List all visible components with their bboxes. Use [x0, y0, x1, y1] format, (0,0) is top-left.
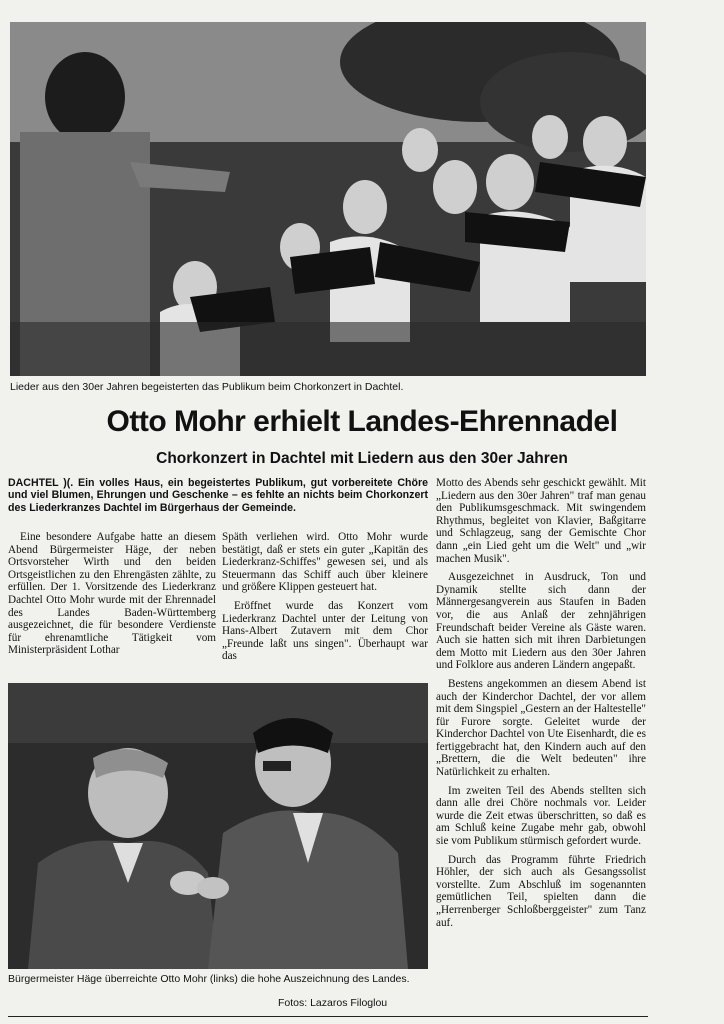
column-3-paragraph: Bestens angekommen an diesem Abend ist auch der Kinderchor Dachtel, der vor allem mit dem Singspiel „Gestern an der Haltestelle" für Furore sorgte. Geleitet wurde der Kinderchor Dachtel von Ute Eisenhardt, die es fertiggebracht hat, den Kindern auch auf den „Brettern, die die Welt bedeuten" ihre Natürlichkeit zu erhalten.	[436, 677, 646, 779]
bottom-rule	[8, 1016, 648, 1017]
column-3	[436, 477, 646, 935]
choir-photo-image	[10, 22, 646, 376]
column-3-paragraph: Im zweiten Teil des Abends stellten sich dann alle drei Chöre nochmals vor. Leider wurde die Zeit etwas überschritten, so daß es am Schluß keine Zugabe mehr gab, obwohl sie vom Publikum stürmisch gefordert wurde.	[436, 784, 646, 848]
bottom-photo-caption: Bürgermeister Häge überreichte Otto Mohr (links) die hohe Auszeichnung des Landes.	[8, 973, 410, 985]
column-3-paragraph: Motto des Abends sehr geschickt gewählt. Mit „Liedern aus den 30er Jahren" traf man genau den Publikumsgeschmack. Mit swingendem Rhythmus, begleitet von Klavier, Baßgitarre und Schlagzeug, sang der Gemischte Chor dann „ein Lied geht um die Welt" und „wir machen Musik".	[436, 477, 646, 565]
choir-photo	[10, 22, 646, 376]
article-lead: DACHTEL )(. Ein volles Haus, ein begeistertes Publikum, gut vorbereitete Chöre und viel Blumen, Ehrungen und Geschenke – es fehlte an nichts beim Chorkonzert des Liederkranzes Dachtel im Bürgerhaus der Gemeinde.	[8, 477, 428, 514]
top-photo-caption: Lieder aus den 30er Jahren begeisterten das Publikum beim Chorkonzert in Dachtel.	[10, 381, 404, 393]
article-subheadline: Chorkonzert in Dachtel mit Liedern aus den 30er Jahren	[156, 450, 568, 467]
photo-credit: Fotos: Lazaros Filoglou	[278, 997, 388, 1009]
column-1	[8, 531, 216, 663]
column-2-paragraph: Späth verliehen wird. Otto Mohr wurde bestätigt, daß er stets ein guter „Kapitän des Liederkranz-Schiffes" gewesen sei, und als Steuermann das Schiff auch über kleinere und größere Klippen gesteuert hat.	[222, 531, 428, 594]
column-3-paragraph: Ausgezeichnet in Ausdruck, Ton und Dynamik stellte sich dann der Männergesangverein aus Staufen in Baden vor, die aus Anlaß der zehnjährigen Freundschaft beider Vereine als Gäste waren. Auch sie hatten sich mit ihren Darbietungen dem Motto mit Liedern aus den 30er Jahren und Folklore aus anderen Ländern angepaßt.	[436, 571, 646, 672]
column-1-paragraph: Eine besondere Aufgabe hatte an diesem Abend Bürgermeister Häge, der neben Ortsvorsteher Wirth und den beiden Ortsgeistlichen zu den Ehrengästen zählte, zu erfüllen. Der 1. Vorsitzende des Liederkranz Dachtel Otto Mohr wurde mit der Ehrennadel des Landes Baden-Württemberg ausgezeichnet, die für besondere Verdienste für ehrenamtliche Tätigkeit vom Ministerpräsident Lothar	[8, 531, 216, 657]
column-3-paragraph: Durch das Programm führte Friedrich Höhler, der sich auch als Gesangssolist vorstellte. Zum Abschluß im sogenannten gemütlichen Teil, spielten dann die „Herrenberger Schloßberggeister" zum Tanz auf.	[436, 853, 646, 929]
column-2	[222, 531, 428, 669]
award-photo	[8, 683, 428, 969]
article-headline: Otto Mohr erhielt Landes-Ehrennadel	[106, 405, 618, 438]
award-photo-image	[8, 683, 428, 969]
column-2-paragraph: Eröffnet wurde das Konzert vom Liederkranz Dachtel unter der Leitung von Hans-Albert Zutavern mit dem Chor „Freunde laßt uns singen". Überhaupt war das	[222, 599, 428, 663]
